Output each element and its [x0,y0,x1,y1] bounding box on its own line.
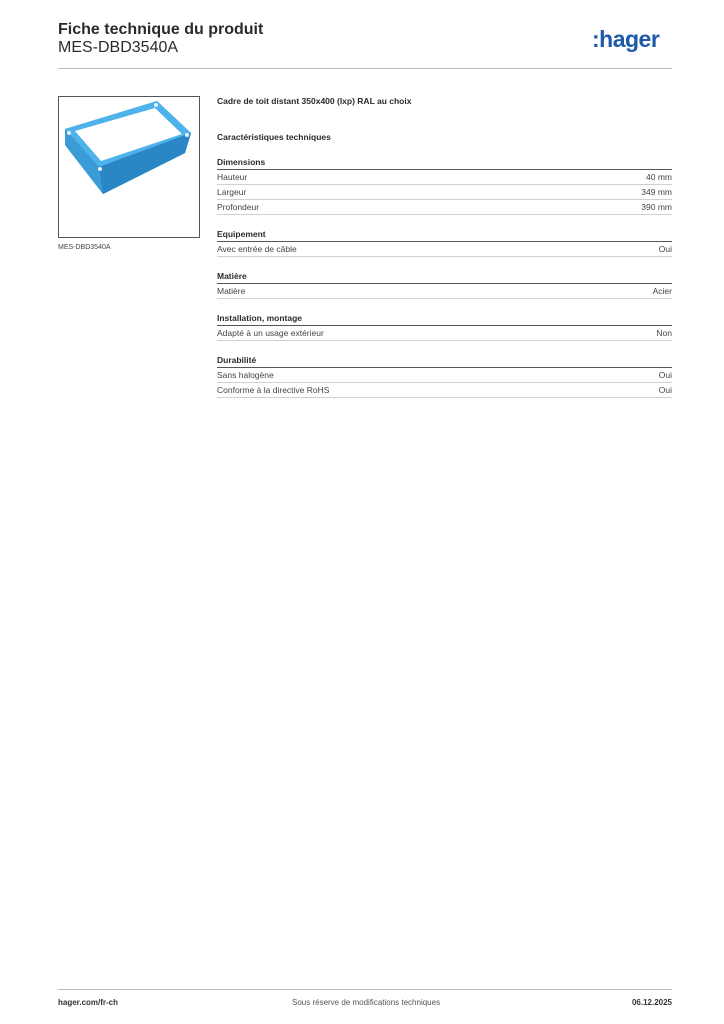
spec-value: Oui [658,244,672,254]
specs-heading: Caractéristiques techniques [217,132,331,142]
roof-frame-illustration [59,97,199,237]
spec-value: Acier [652,286,672,296]
spec-value: Oui [658,385,672,395]
logo-text: hager [599,26,660,52]
product-description: Cadre de toit distant 350x400 (lxp) RAL au choix [217,96,412,106]
product-image [58,96,200,238]
spec-group-title: Dimensions [217,156,672,170]
spec-value: Non [656,328,672,338]
spec-row [217,383,672,398]
spec-group [217,270,672,299]
spec-group [217,228,672,257]
spec-label: Adapté à un usage extérieur [217,328,324,338]
spec-group-title: Durabilité [217,354,672,368]
spec-label: Sans halogène [217,370,274,380]
spec-label: Matière [217,286,246,296]
footer-notice: Sous réserve de modifications techniques [292,998,441,1007]
spec-row [217,170,672,185]
footer-divider [58,989,672,990]
spec-value: 349 mm [641,187,672,197]
page-title: Fiche technique du produit [58,21,264,38]
spec-group [217,312,672,341]
spec-label: Hauteur [217,172,248,182]
spec-value: Oui [658,370,672,380]
footer-date: 06.12.2025 [631,998,672,1007]
spec-group-title: Matière [217,270,672,284]
product-details [217,95,672,398]
spec-label: Avec entrée de câble [217,244,297,254]
spec-group [217,354,672,398]
spec-row [217,368,672,383]
spec-row [217,185,672,200]
spec-row [217,242,672,257]
header-divider [58,68,672,69]
roof-frame-shape [65,101,191,194]
spec-row [217,326,672,341]
image-caption: MES-DBD3540A [58,244,111,251]
spec-value: 40 mm [646,172,672,182]
spec-label: Profondeur [217,202,260,212]
spec-value: 390 mm [641,202,672,212]
spec-group [217,156,672,215]
product-reference: MES-DBD3540A [58,39,179,56]
spec-row [217,284,672,299]
spec-label: Largeur [217,187,247,197]
spec-group-title: Equipement [217,228,672,242]
footer-website: hager.com/fr-ch [58,998,119,1007]
spec-groups [217,156,672,398]
hager-logo [592,28,659,51]
spec-label: Conforme à la directive RoHS [217,385,330,395]
spec-group-title: Installation, montage [217,312,672,326]
spec-row [217,200,672,215]
logo-mark-icon: : [592,26,600,52]
